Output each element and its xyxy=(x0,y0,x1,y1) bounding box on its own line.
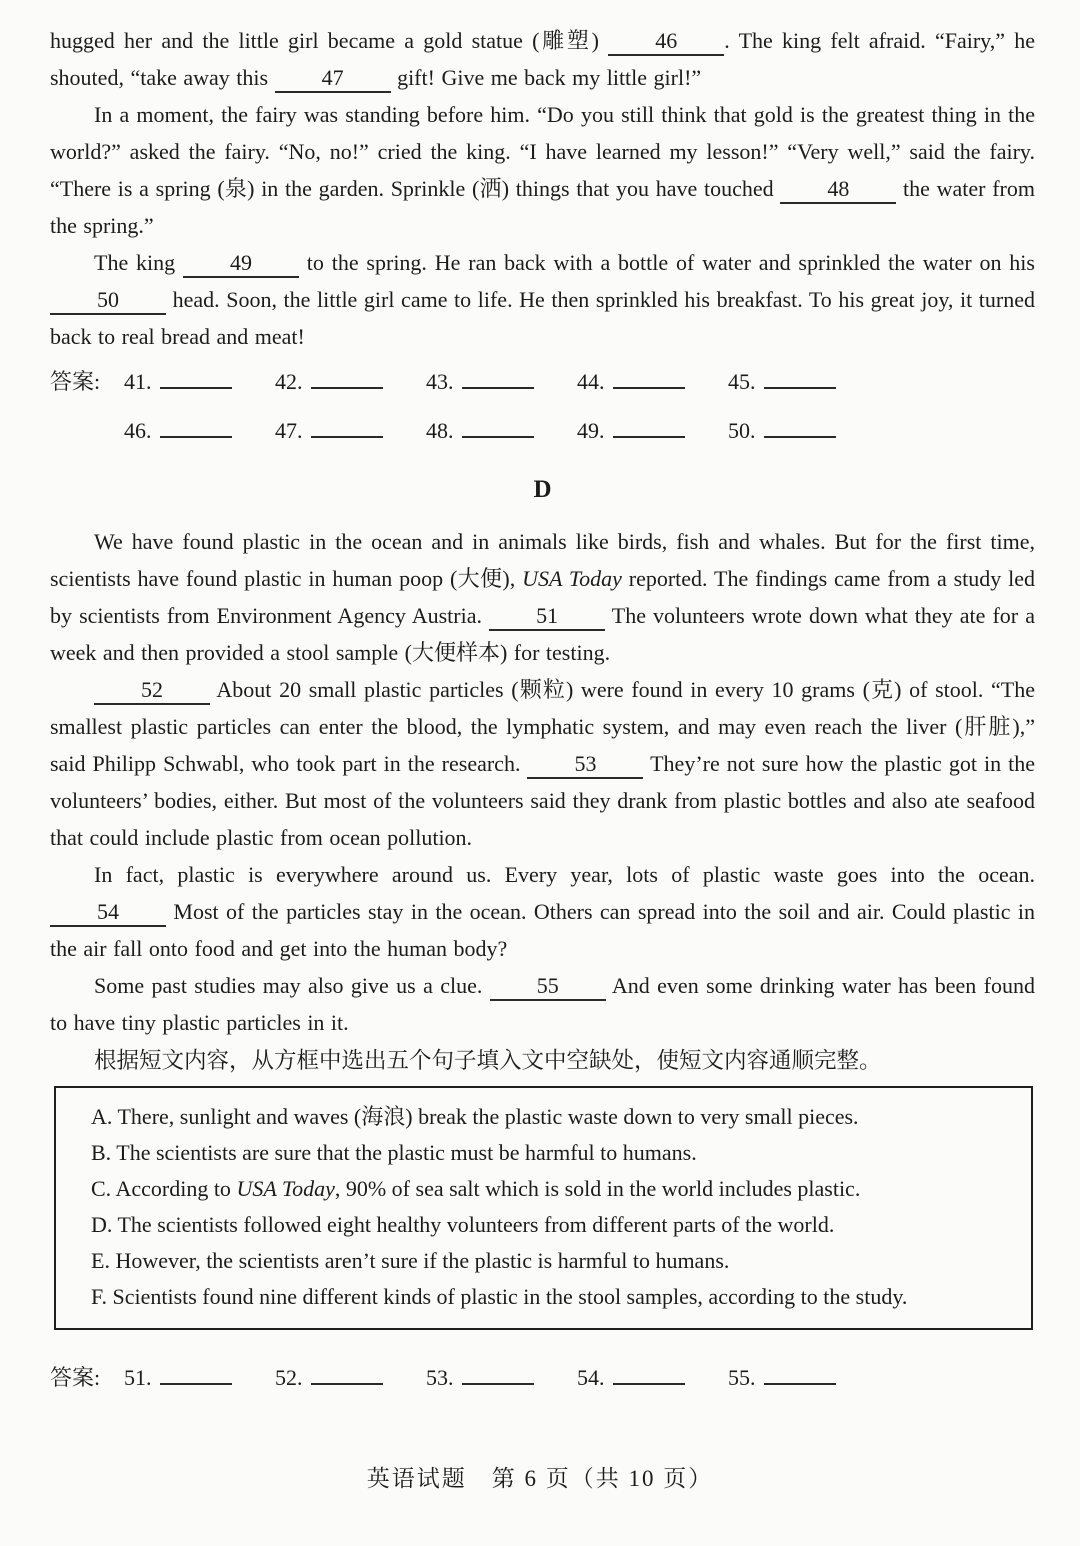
answer-row xyxy=(50,365,1035,405)
task-instruction: 根据短文内容，从方框中选出五个句子填入文中空缺处，使短文内容通顺完整。 xyxy=(94,1048,882,1073)
answer-number: 52. xyxy=(275,1365,303,1390)
answer-number: 50. xyxy=(728,418,756,443)
italic-text: USA Today xyxy=(236,1176,335,1201)
passage-paragraph: We have found plastic in the ocean and in animals like birds, fish and whales. But for the first time, scientists have found plastic in human poop (大便), USA Today reported. The findings came from a study led by scientists from Environment Agency Austria. 51 The volunteers wrote down what they ate for a week and then provided a stool sample (大便样本) for testing. xyxy=(50,529,1035,665)
answer-item-42 xyxy=(275,369,426,395)
answer-blank-52 xyxy=(311,1369,383,1385)
blank-49: 49 xyxy=(183,251,299,278)
answer-blank-55 xyxy=(764,1369,836,1385)
answer-number: 54. xyxy=(577,1365,605,1390)
passage-paragraph: Some past studies may also give us a clue. 55 And even some drinking water has been found to have tiny plastic particles in it. xyxy=(50,973,1035,1035)
blank-46: 46 xyxy=(608,29,724,56)
answer-blank-51 xyxy=(160,1369,232,1385)
answer-item-49 xyxy=(577,418,728,444)
answer-blank-54 xyxy=(613,1369,685,1385)
answer-blank-43 xyxy=(462,373,534,389)
answer-item-44 xyxy=(577,369,728,395)
answer-item-50 xyxy=(728,418,879,444)
option-item: D. The scientists followed eight healthy volunteers from different parts of the world. xyxy=(91,1212,835,1237)
answer-item-46 xyxy=(124,418,275,444)
answer-blank-44 xyxy=(613,373,685,389)
passage-paragraph: hugged her and the little girl became a gold statue (雕塑) 46 . The king felt afraid. “Fairy,” he shouted, “take away this 47 gift! Give me back my little girl!” xyxy=(50,22,1035,96)
answer-item-52 xyxy=(275,1365,426,1391)
passage-paragraph: In fact, plastic is everywhere around us. Every year, lots of plastic waste goes into the ocean. 54 Most of the particles stay in the ocean. Others can spread into the soil and air. Could plastic in the air fall onto food and get into the human body? xyxy=(50,862,1035,961)
blank-50: 50 xyxy=(50,288,166,315)
option-item: F. Scientists found nine different kinds of plastic in the stool samples, according to the study. xyxy=(91,1284,908,1309)
answer-blank-41 xyxy=(160,373,232,389)
italic-text: USA Today xyxy=(522,566,622,591)
answer-item-48 xyxy=(426,418,577,444)
passage-paragraph: In a moment, the fairy was standing before him. “Do you still think that gold is the greatest thing in the world?” asked the fairy. “No, no!” cried the king. “I have learned my lesson!” “Very well,” said the fairy. “There is a spring (泉) in the garden. Sprinkle (洒) things that you have touched 48 the water from the spring.” xyxy=(50,102,1035,238)
answer-item-45 xyxy=(728,369,879,395)
cloze-passage xyxy=(50,22,1035,355)
blank-52: 52 xyxy=(94,678,210,705)
answer-item-54 xyxy=(577,1365,728,1391)
answer-number: 49. xyxy=(577,418,605,443)
passage-paragraph: 52 About 20 small plastic particles (颗粒) were found in every 10 grams (克) of stool. “The smallest plastic particles can enter the blood, the lymphatic system, and may even reach the liver (肝脏),” said Philipp Schwabl, who took part in the research. 53 They’re not sure how the plastic got in the volunteers’ bodies, either. But most of the volunteers said they drank from plastic bottles and also ate seafood that could include plastic from ocean pollution. xyxy=(50,677,1036,850)
blank-55: 55 xyxy=(490,974,606,1001)
answer-blank-45 xyxy=(764,373,836,389)
options-box xyxy=(54,1086,1033,1330)
answer-number: 41. xyxy=(124,369,152,394)
answer-number: 55. xyxy=(728,1365,756,1390)
answer-number: 46. xyxy=(124,418,152,443)
answer-number: 53. xyxy=(426,1365,454,1390)
answer-item-55 xyxy=(728,1365,879,1391)
section-d-passage xyxy=(50,523,1035,1041)
answers-label: 答案: xyxy=(50,369,101,394)
answer-blank-48 xyxy=(462,422,534,438)
option-item: B. The scientists are sure that the plastic must be harmful to humans. xyxy=(91,1140,697,1165)
blank-53: 53 xyxy=(527,752,643,779)
answer-number: 45. xyxy=(728,369,756,394)
answers-51-55 xyxy=(50,1361,1035,1401)
answer-number: 44. xyxy=(577,369,605,394)
option-item: E. However, the scientists aren’t sure if the plastic is harmful to humans. xyxy=(91,1248,730,1273)
option-item: C. According to USA Today, 90% of sea salt which is sold in the world includes plastic. xyxy=(91,1176,861,1201)
answer-number: 51. xyxy=(124,1365,152,1390)
option-item: A. There, sunlight and waves (海浪) break the plastic waste down to very small pieces. xyxy=(91,1104,859,1129)
answers-label: 答案: xyxy=(50,1365,101,1390)
answer-number: 48. xyxy=(426,418,454,443)
blank-51: 51 xyxy=(489,604,605,631)
blank-54: 54 xyxy=(50,900,166,927)
answer-item-51 xyxy=(124,1365,275,1391)
answer-item-43 xyxy=(426,369,577,395)
blank-48: 48 xyxy=(780,177,896,204)
answer-number: 47. xyxy=(275,418,303,443)
section-d-heading: D xyxy=(533,476,552,503)
answer-item-47 xyxy=(275,418,426,444)
blank-47: 47 xyxy=(275,66,391,93)
passage-paragraph: The king 49 to the spring. He ran back with a bottle of water and sprinkled the water on his 50 head. Soon, the little girl came to life. He then sprinkled his breakfast. To his great joy, it turned back to real bread and meat! xyxy=(50,250,1035,349)
answer-blank-42 xyxy=(311,373,383,389)
answers-41-50 xyxy=(50,365,1035,458)
answer-item-53 xyxy=(426,1365,577,1391)
answer-blank-53 xyxy=(462,1369,534,1385)
page-footer: 英语试题 第 6 页（共 10 页） xyxy=(366,1466,714,1491)
answer-blank-50 xyxy=(764,422,836,438)
answer-row xyxy=(50,1361,1035,1401)
answer-blank-47 xyxy=(311,422,383,438)
answer-row xyxy=(50,418,1035,458)
answer-blank-46 xyxy=(160,422,232,438)
answer-blank-49 xyxy=(613,422,685,438)
answer-item-41 xyxy=(124,369,275,395)
answer-number: 43. xyxy=(426,369,454,394)
answer-number: 42. xyxy=(275,369,303,394)
